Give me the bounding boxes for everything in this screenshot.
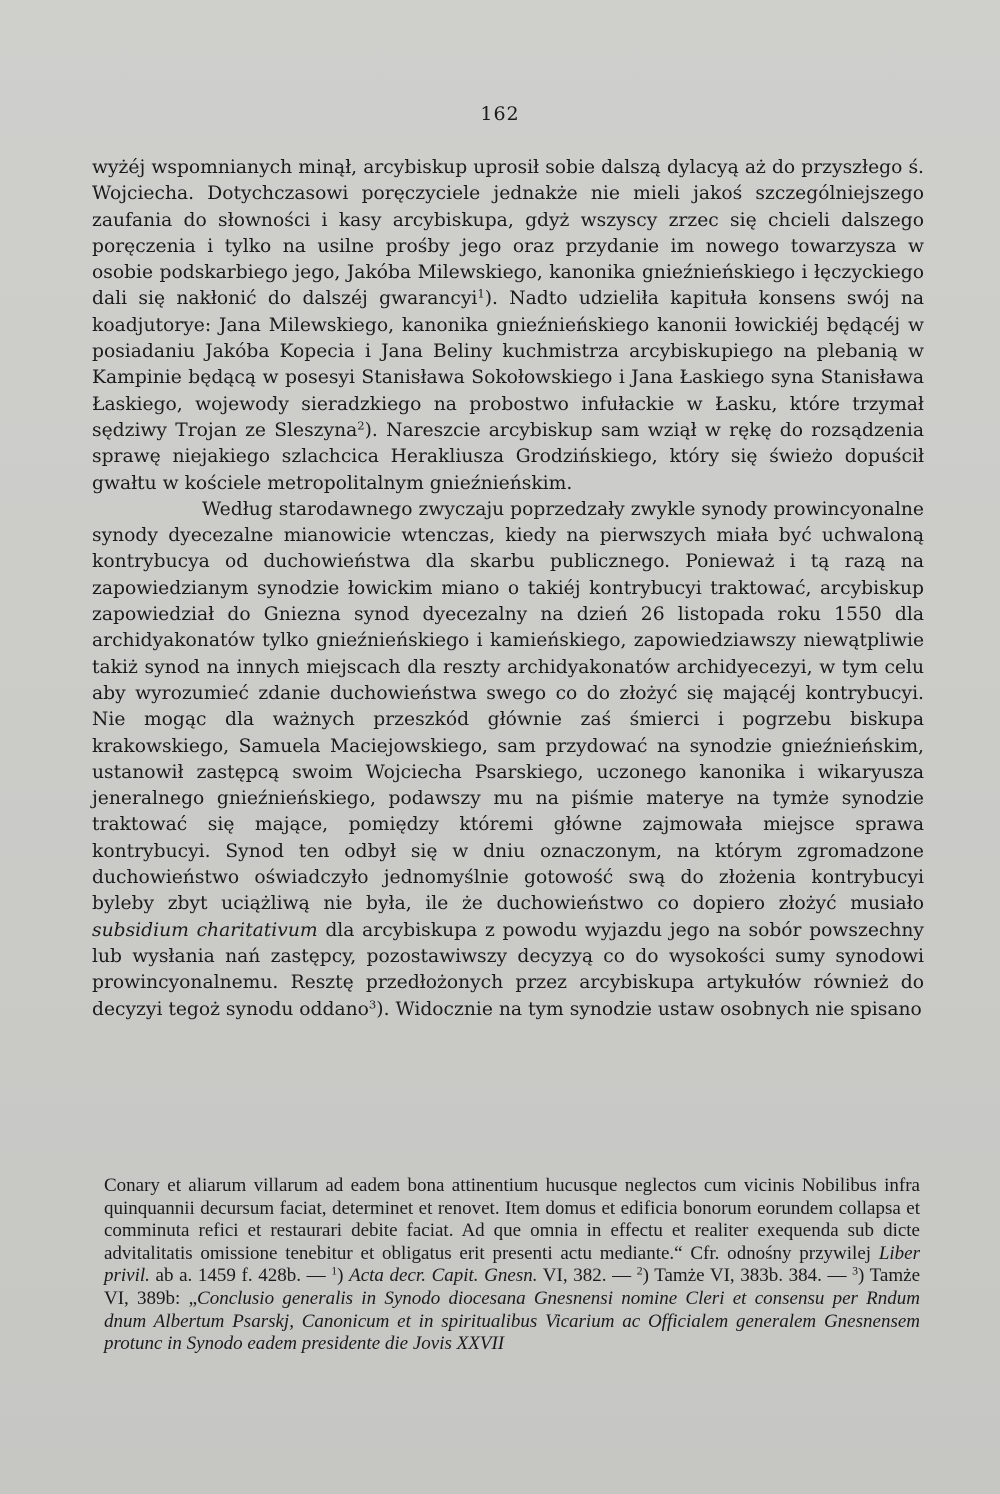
paragraph-1-text-c: ). Nareszcie arcybiskup sam wziął w rękę do rozsądzenia sprawę niejakiego szlachcica Herakliusza Grodzińskiego, który się świeżo dopuścił gwałtu w kościele metropolitalnym gnieźnieńskim. bbox=[92, 419, 924, 494]
paragraph-1 bbox=[92, 155, 924, 497]
footnote-ref-1: 1 bbox=[477, 287, 485, 302]
paragraph-2-text-c: ). Widocznie na tym synodzie ustaw osobnych nie spisano bbox=[376, 998, 922, 1020]
footnote-marker-1: 1 bbox=[331, 1264, 338, 1278]
paragraph-2 bbox=[92, 497, 924, 1023]
footnote-italic-acta: Acta decr. Capit. Gnesn. bbox=[349, 1265, 538, 1287]
footnote-text-a: Conary et aliarum villarum ad eadem bona attinentium hucusque neglectos cum vicinis Nobilibus infra quinquannii decursum faciat, determinet et renovet. Item domus et edificia bonorum eorundem collapsa et comminuta refici et restaurari debite faciat. Ad que omnia in effectu et realiter exequenda sub dicte advitalitatis omissione tenebitur et obligatus erit presenti actu mediante.“ Cfr. odnośny przywilej bbox=[104, 1175, 920, 1264]
paragraph-1-text-a: wyżéj wspomnianych minął, arcybiskup uprosił sobie dalszą dylacyą aż do przyszłego ś. Wojciecha. Dotychczasowi poręczyciele jednakże nie mieli jakoś szczególniejszego zaufania do słowności i kasy arcybiskupa, gdyż wszyscy zrzec się chcieli dalszego poręczenia i tylko na usilne prośby jego oraz przydanie im nowego towarzysza w osobie podskarbiego jego, Jakóba Milewskiego, kanonika gnieźnieńskiego i łęczyckiego dali się nakłonić do dalszéj gwarancyi bbox=[92, 157, 924, 310]
footnote-italic-conclusio: Conclusio generalis in Synodo diocesana Gnesnensi nomine Cleri et consensu per Rndum dnum Albertum Psarskj, Canonicum et in spiritualibus Vicarium ac Officialem generalem Gnesnensem protunc in Synodo eadem presidente die Jovis XXVII bbox=[104, 1287, 921, 1355]
body-text bbox=[92, 155, 924, 1023]
page-number: 162 bbox=[480, 103, 520, 125]
paragraph-1-text-b: ). Nadto udzieliła kapituła konsens swój na koadjutorye: Jana Milewskiego, kanonika gnieźnieńskiego kanonii łowickiéj będącéj w posiadaniu Jakóba Kopecia i Jana Beliny kuchmistrza arcybiskupiego na plebanią w Kampinie będącą w posesyi Stanisława Sokołowskiego i Jana Łaskiego syna Stanisława Łaskiego, wojewody sieradzkiego na probostwo infułackie w Łasku, które trzymał sędziwy Trojan ze Sleszyna bbox=[92, 288, 924, 441]
paragraph-2-italic: subsidium charitativum bbox=[92, 919, 318, 941]
footnote-text-c: ) bbox=[337, 1265, 350, 1287]
paragraph-2-text-b: dla arcybiskupa z powodu wyjazdu jego na sobór powszechny lub wysłania nań zastępcy, pozostawiwszy decyzyą co do wysokości sumy synodowi prowincyonalnemu. Resztę przedłożonych przez arcybiskupa artykułów również do decyzyi tegoż synodu oddano bbox=[92, 919, 924, 1020]
footnote-ref-3: 3 bbox=[368, 997, 377, 1012]
footnote-ref-2: 2 bbox=[357, 418, 365, 433]
footnote-text-d: VI, 382. — bbox=[537, 1265, 637, 1287]
footnote-text-b: ab a. 1459 f. 428b. — bbox=[149, 1265, 332, 1287]
footnote-text-f: ) Tamże VI, 389b: „ bbox=[104, 1265, 920, 1309]
footnote-text-e: ) Tamże VI, 383b. 384. — bbox=[642, 1265, 853, 1287]
footnote-marker-2: 2 bbox=[636, 1264, 643, 1278]
footnotes bbox=[104, 1175, 920, 1356]
paragraph-2-text-a: Według starodawnego zwyczaju poprzedzały zwykle synody prowincyonalne synody dyecezalne mianowicie wtenczas, kiedy na pierwszych miała być uchwaloną kontrybucya od duchowieństwa dla skarbu publicznego. Ponieważ i tą razą na zapowiedzianym synodzie łowickim miano o takiéj kontrybucyi traktować, arcybiskup zapowiedział do Gniezna synod dyecezalny na dzień 26 listopada roku 1550 dla archidyakonatów tylko gnieźnieńskiego i kamieńskiego, zapowiedziawszy niewątpliwie takiż synod na innych miejscach dla reszty archidyakonatów archidyecezyi, w tym celu aby wyrozumieć zdanie duchowieństwa swego co do złożyć się mającéj kontrybucyi. Nie mogąc dla ważnych przeszkód głównie zaś śmierci i pogrzebu biskupa krakowskiego, Samuela Maciejowskiego, sam przydować na synodzie gnieźnieńskim, ustanowił zastępcą swoim Wojciecha Psarskiego, uczonego kanonika i wikaryusza jeneralnego gnieźnieńskiego, podawszy mu na piśmie materye na tymże synodzie traktować się mające, pomiędzy któremi główne zajmowała miejsce sprawa kontrybucyi. Synod ten odbył się w dniu oznaczonym, na którym zgromadzone duchowieństwo oświadczyło jednomyślnie gotowość swą do złożenia kontrybucyi byleby zbyt uciążliwą nie była, ile że duchowieństwo co dopiero złożyć musiało bbox=[92, 498, 924, 915]
footnote-marker-3: 3 bbox=[852, 1264, 859, 1278]
footnote-italic-liber: Liber privil. bbox=[104, 1242, 920, 1287]
footnote-block bbox=[104, 1175, 920, 1356]
